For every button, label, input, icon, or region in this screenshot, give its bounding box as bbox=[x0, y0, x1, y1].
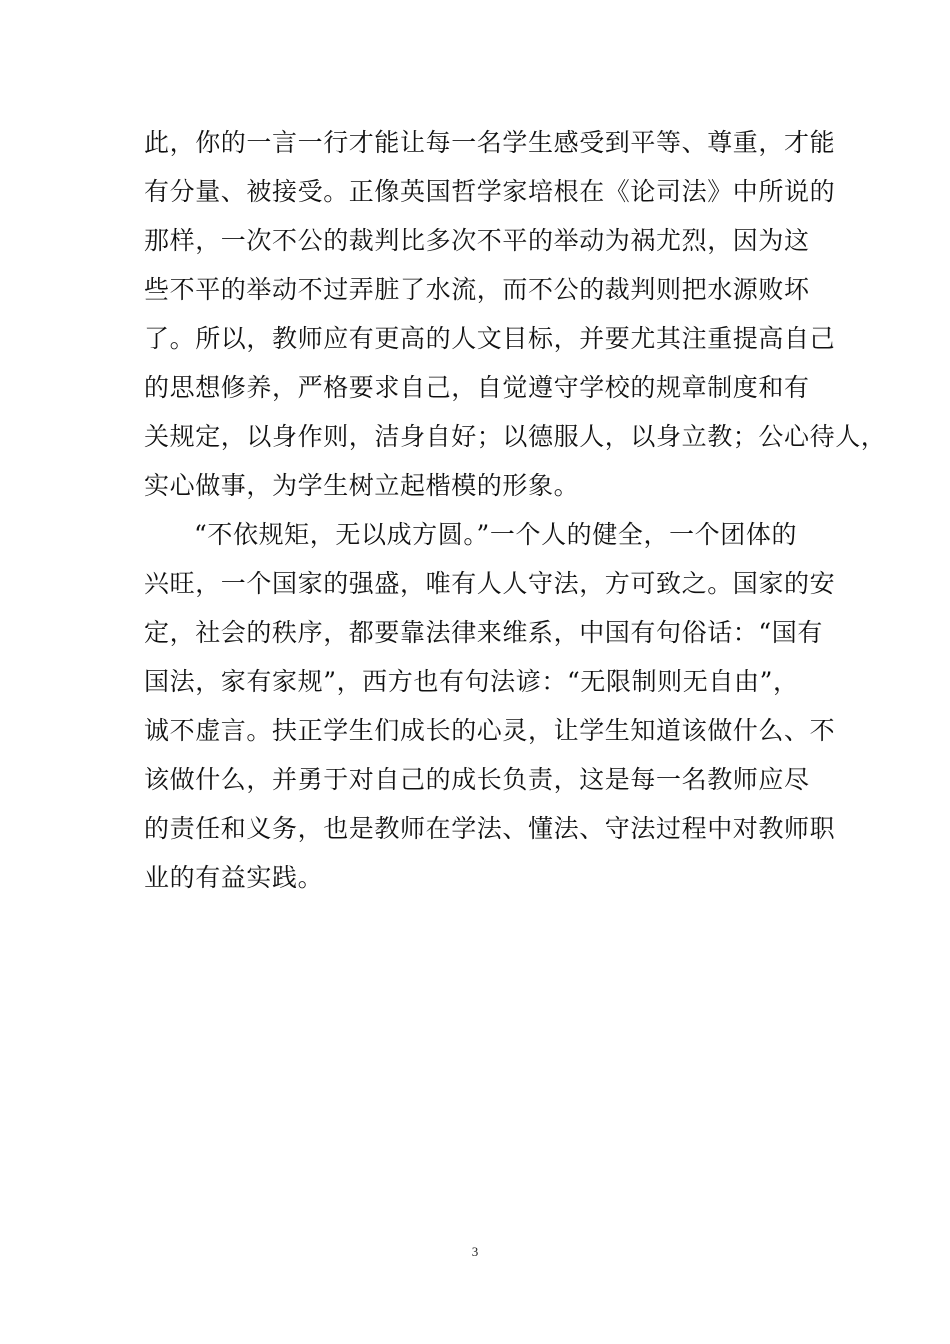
text-line: 的责任和义务，也是教师在学法、懂法、守法过程中对教师职 bbox=[144, 814, 836, 843]
paragraph-start-line: “不依规矩，无以成方圆。”一个人的健全，一个团体的 bbox=[194, 520, 798, 549]
text-line: 业的有益实践。 bbox=[144, 863, 324, 892]
text-line: 关规定，以身作则，洁身自好；以德服人，以身立教；公心待人， bbox=[144, 422, 887, 451]
text-line: 该做什么，并勇于对自己的成长负责，这是每一名教师应尽 bbox=[144, 765, 810, 794]
text-line: 实心做事，为学生树立起楷模的形象。 bbox=[144, 471, 580, 500]
page-number: 3 bbox=[471, 1244, 479, 1259]
text-line: 的思想修养，严格要求自己，自觉遵守学校的规章制度和有 bbox=[144, 373, 810, 402]
text-line: 定，社会的秩序，都要靠法律来维系，中国有句俗话：“国有 bbox=[144, 618, 823, 647]
text-line: 些不平的举动不过弄脏了水流，而不公的裁判则把水源败坏 bbox=[144, 275, 810, 304]
text-line: 国法，家有家规”，西方也有句法谚：“无限制则无自由”， bbox=[144, 667, 799, 696]
text-line: 有分量、被接受。正像英国哲学家培根在《论司法》中所说的 bbox=[144, 177, 836, 206]
text-line: 此，你的一言一行才能让每一名学生感受到平等、尊重，才能 bbox=[144, 128, 836, 157]
text-line: 兴旺，一个国家的强盛，唯有人人守法，方可致之。国家的安 bbox=[144, 569, 836, 598]
text-line: 了。所以，教师应有更高的人文目标，并要尤其注重提高自己 bbox=[144, 324, 836, 353]
text-line: 诚不虚言。扶正学生们成长的心灵，让学生知道该做什么、不 bbox=[144, 716, 836, 745]
body-text bbox=[144, 118, 887, 902]
text-line: 那样，一次不公的裁判比多次不平的举动为祸尤烈，因为这 bbox=[144, 226, 810, 255]
